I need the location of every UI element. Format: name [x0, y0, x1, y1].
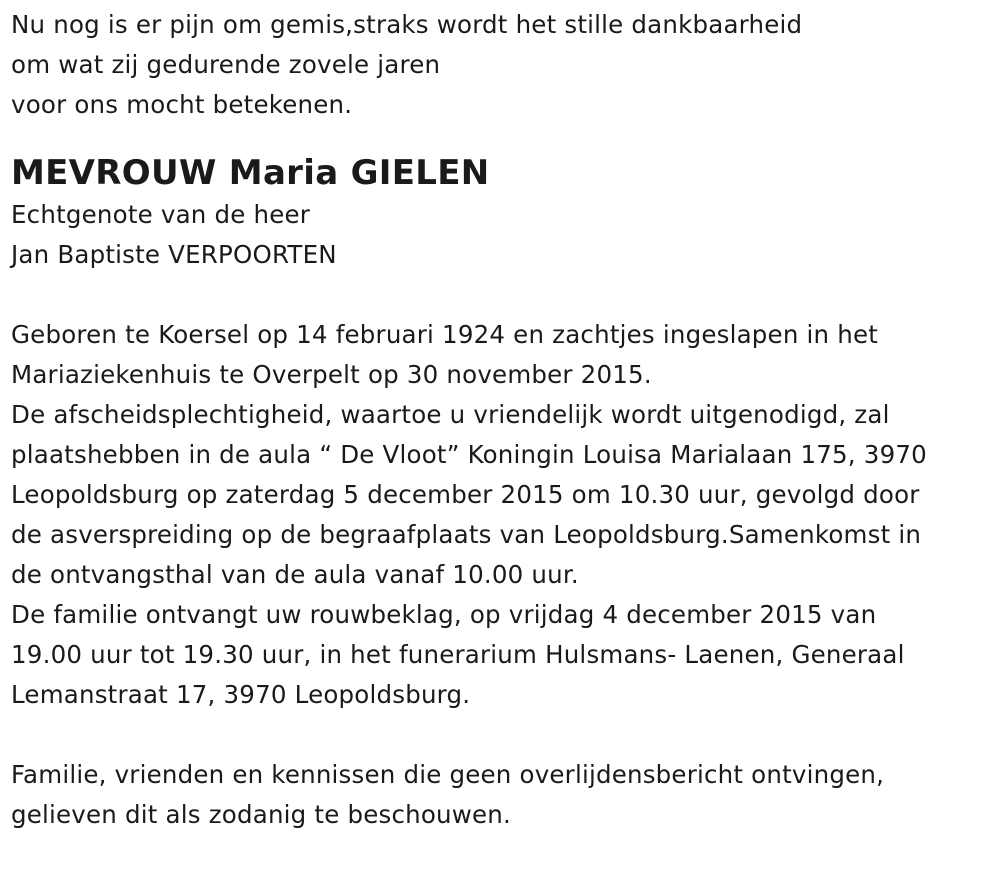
- funeral-details: [11, 315, 1000, 715]
- details-line: Mariaziekenhuis te Overpelt op 30 november 2015.: [11, 360, 652, 389]
- details-line: plaatshebben in de aula “ De Vloot” Koningin Louisa Marialaan 175, 3970: [11, 440, 927, 469]
- spouse-line: Jan Baptiste VERPOORTEN: [11, 240, 337, 269]
- details-line: 19.00 uur tot 19.30 uur, in het funerarium Hulsmans- Laenen, Generaal: [11, 640, 905, 669]
- quote-line: voor ons mocht betekenen.: [11, 90, 353, 119]
- closing-line: Familie, vrienden en kennissen die geen overlijdensbericht ontvingen,: [11, 760, 885, 789]
- memorial-quote: [11, 0, 1000, 125]
- closing-line: gelieven dit als zodanig te beschouwen.: [11, 800, 512, 829]
- spouse-line: Echtgenote van de heer: [11, 200, 311, 229]
- details-line: de asverspreiding op de begraafplaats van Leopoldsburg.Samenkomst in: [11, 520, 922, 549]
- details-line: Lemanstraat 17, 3970 Leopoldsburg.: [11, 680, 471, 709]
- quote-line: Nu nog is er pijn om gemis,straks wordt het stille dankbaarheid: [11, 10, 803, 39]
- details-line: De familie ontvangt uw rouwbeklag, op vrijdag 4 december 2015 van: [11, 600, 877, 629]
- quote-line: om wat zij gedurende zovele jaren: [11, 50, 441, 79]
- deceased-name: MEVROUW Maria GIELEN: [11, 153, 490, 193]
- details-line: de ontvangsthal van de aula vanaf 10.00 uur.: [11, 560, 579, 589]
- details-line: Leopoldsburg op zaterdag 5 december 2015 om 10.30 uur, gevolgd door: [11, 480, 920, 509]
- details-line: De afscheidsplechtigheid, waartoe u vriendelijk wordt uitgenodigd, zal: [11, 400, 890, 429]
- closing-note: [11, 755, 1000, 835]
- details-line: Geboren te Koersel op 14 februari 1924 en zachtjes ingeslapen in het: [11, 320, 879, 349]
- spouse-info: [11, 195, 1000, 275]
